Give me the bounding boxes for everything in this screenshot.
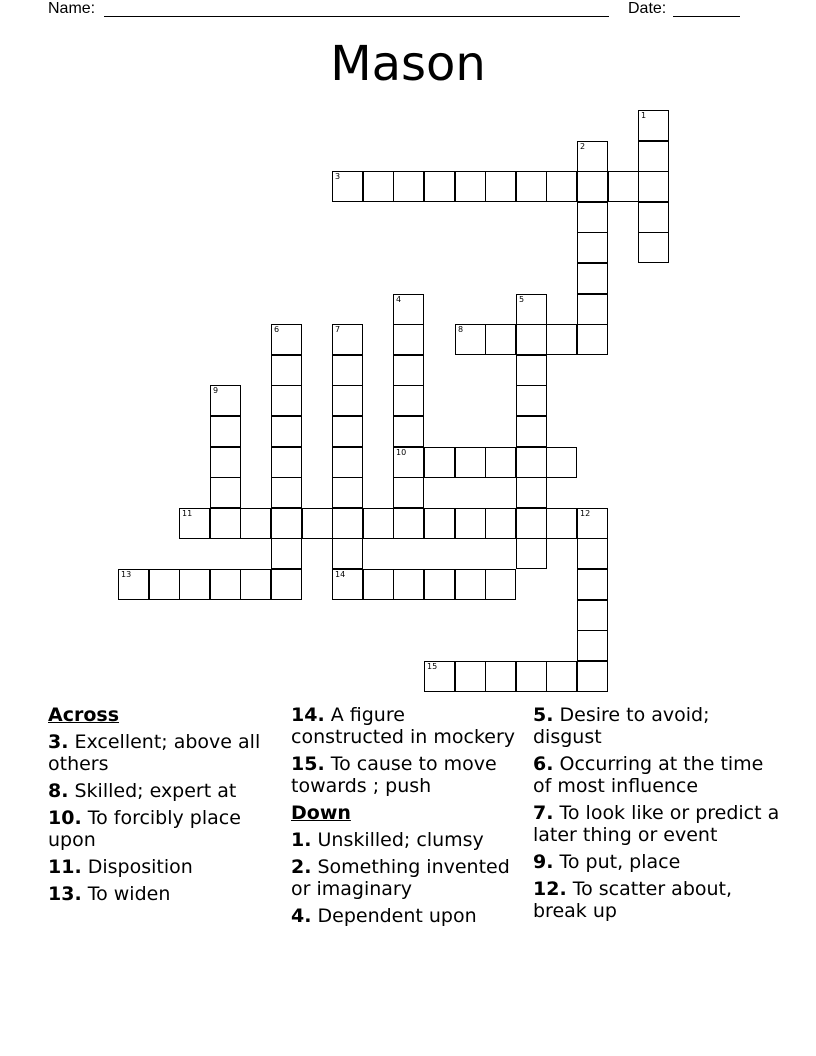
- clue-number-label: 8: [458, 325, 464, 334]
- grid-cell[interactable]: [210, 385, 241, 416]
- grid-cell[interactable]: [608, 171, 639, 202]
- grid-cell[interactable]: [210, 569, 241, 600]
- grid-cell[interactable]: [577, 324, 608, 355]
- clue-across-8: 8. Skilled; expert at: [48, 780, 237, 802]
- grid-cell[interactable]: [577, 294, 608, 325]
- grid-cell[interactable]: [485, 661, 516, 692]
- grid-cell[interactable]: [577, 232, 608, 263]
- grid-cell[interactable]: [271, 569, 302, 600]
- grid-cell[interactable]: [638, 171, 669, 202]
- grid-cell[interactable]: [332, 416, 363, 447]
- grid-cell[interactable]: [455, 661, 486, 692]
- down-heading: Down: [291, 802, 351, 824]
- grid-cell[interactable]: [455, 447, 486, 478]
- grid-cell[interactable]: [271, 324, 302, 355]
- grid-cell[interactable]: [393, 324, 424, 355]
- grid-cell[interactable]: [332, 355, 363, 386]
- grid-cell[interactable]: [485, 569, 516, 600]
- grid-cell[interactable]: [393, 477, 424, 508]
- clue-number-label: 10: [396, 448, 407, 457]
- grid-cell[interactable]: [577, 569, 608, 600]
- grid-cell[interactable]: [516, 447, 547, 478]
- grid-cell[interactable]: [546, 447, 577, 478]
- grid-cell[interactable]: [271, 447, 302, 478]
- grid-cell[interactable]: [210, 447, 241, 478]
- grid-cell[interactable]: [516, 538, 547, 569]
- grid-cell[interactable]: [332, 324, 363, 355]
- grid-cell[interactable]: [638, 202, 669, 233]
- grid-cell[interactable]: [240, 508, 271, 539]
- grid-cell[interactable]: [546, 324, 577, 355]
- grid-cell[interactable]: [577, 263, 608, 294]
- clue-across-3: 3. Excellent; above all others: [48, 731, 261, 775]
- clue-number-label: 12: [580, 509, 591, 518]
- grid-cell[interactable]: [516, 508, 547, 539]
- clue-across-15: 15. To cause to move towards ; push: [291, 753, 497, 797]
- grid-cell[interactable]: [332, 171, 363, 202]
- grid-cell[interactable]: [516, 355, 547, 386]
- grid-cell[interactable]: [302, 508, 333, 539]
- grid-cell[interactable]: [516, 477, 547, 508]
- grid-cell[interactable]: [424, 661, 455, 692]
- clue-down-1: 1. Unskilled; clumsy: [291, 829, 484, 851]
- grid-cell[interactable]: [638, 110, 669, 141]
- grid-cell[interactable]: [118, 569, 149, 600]
- grid-cell[interactable]: [332, 385, 363, 416]
- clue-number-label: 4: [396, 295, 402, 304]
- clues-column-3: [533, 704, 783, 927]
- grid-cell[interactable]: [516, 385, 547, 416]
- clue-down-9: 9. To put, place: [533, 851, 681, 873]
- grid-cell[interactable]: [546, 661, 577, 692]
- grid-cell[interactable]: [363, 569, 394, 600]
- grid-cell[interactable]: [516, 416, 547, 447]
- grid-cell[interactable]: [424, 171, 455, 202]
- clue-down-5: 5. Desire to avoid; disgust: [533, 704, 710, 748]
- grid-cell[interactable]: [179, 569, 210, 600]
- grid-cell[interactable]: [363, 508, 394, 539]
- clue-down-2: 2. Something invented or imaginary: [291, 856, 510, 900]
- clue-number-label: 11: [182, 509, 193, 518]
- grid-cell[interactable]: [516, 324, 547, 355]
- grid-cell[interactable]: [424, 447, 455, 478]
- grid-cell[interactable]: [332, 569, 363, 600]
- date-label: Date:: [628, 0, 667, 17]
- clue-across-14: 14. A figure constructed in mockery: [291, 704, 516, 748]
- grid-cell[interactable]: [271, 416, 302, 447]
- grid-cell[interactable]: [393, 171, 424, 202]
- grid-cell[interactable]: [240, 569, 271, 600]
- grid-cell[interactable]: [577, 538, 608, 569]
- grid-cell[interactable]: [210, 477, 241, 508]
- clue-down-12: 12. To scatter about, break up: [533, 878, 733, 922]
- grid-cell[interactable]: [393, 508, 424, 539]
- clues-column-2: [291, 704, 523, 932]
- grid-cell[interactable]: [577, 661, 608, 692]
- grid-cell[interactable]: [577, 600, 608, 631]
- clue-down-4: 4. Dependent upon: [291, 905, 477, 927]
- grid-cell[interactable]: [455, 171, 486, 202]
- grid-cell[interactable]: [485, 447, 516, 478]
- clue-number-label: 14: [335, 570, 346, 579]
- clue-number-label: 3: [335, 172, 341, 181]
- page-title: Mason: [330, 36, 486, 92]
- clue-number-label: 1: [641, 111, 647, 120]
- grid-cell[interactable]: [577, 202, 608, 233]
- grid-cell[interactable]: [485, 171, 516, 202]
- grid-cell[interactable]: [149, 569, 180, 600]
- clue-number-label: 5: [519, 295, 525, 304]
- grid-cell[interactable]: [332, 477, 363, 508]
- name-label: Name:: [48, 0, 96, 17]
- grid-cell[interactable]: [638, 232, 669, 263]
- grid-cell[interactable]: [485, 508, 516, 539]
- clue-number-label: 6: [274, 325, 280, 334]
- grid-cell[interactable]: [332, 447, 363, 478]
- grid-cell[interactable]: [546, 171, 577, 202]
- grid-cell[interactable]: [393, 569, 424, 600]
- clue-number-label: 9: [213, 386, 219, 395]
- grid-cell[interactable]: [363, 171, 394, 202]
- grid-cell[interactable]: [577, 508, 608, 539]
- grid-cell[interactable]: [393, 294, 424, 325]
- grid-cell[interactable]: [210, 508, 241, 539]
- grid-cell[interactable]: [546, 508, 577, 539]
- grid-cell[interactable]: [332, 508, 363, 539]
- grid-cell[interactable]: [393, 447, 424, 478]
- grid-cell[interactable]: [577, 141, 608, 172]
- grid-cell[interactable]: [485, 324, 516, 355]
- clue-down-7: 7. To look like or predict a later thing or event: [533, 802, 780, 846]
- grid-cell[interactable]: [455, 324, 486, 355]
- grid-cell[interactable]: [424, 569, 455, 600]
- grid-cell[interactable]: [393, 355, 424, 386]
- grid-cell[interactable]: [516, 661, 547, 692]
- clue-number-label: 2: [580, 142, 586, 151]
- grid-cell[interactable]: [271, 508, 302, 539]
- clue-number-label: 13: [121, 570, 132, 579]
- grid-cell[interactable]: [393, 385, 424, 416]
- clue-across-11: 11. Disposition: [48, 856, 193, 878]
- grid-cell[interactable]: [271, 385, 302, 416]
- grid-cell[interactable]: [271, 538, 302, 569]
- grid-cell[interactable]: [455, 569, 486, 600]
- across-heading: Across: [48, 704, 120, 726]
- grid-cell[interactable]: [516, 171, 547, 202]
- clue-number-label: 7: [335, 325, 341, 334]
- grid-cell[interactable]: [393, 416, 424, 447]
- grid-cell[interactable]: [179, 508, 210, 539]
- grid-cell[interactable]: [577, 171, 608, 202]
- grid-cell[interactable]: [516, 294, 547, 325]
- clue-number-label: 15: [427, 662, 438, 671]
- grid-cell[interactable]: [332, 538, 363, 569]
- grid-cell[interactable]: [271, 477, 302, 508]
- grid-cell[interactable]: [638, 141, 669, 172]
- grid-cell[interactable]: [210, 416, 241, 447]
- grid-cell[interactable]: [271, 355, 302, 386]
- clue-across-10: 10. To forcibly place upon: [48, 807, 241, 851]
- grid-cell[interactable]: [424, 508, 455, 539]
- grid-cell[interactable]: [455, 508, 486, 539]
- grid-cell[interactable]: [577, 630, 608, 661]
- clue-across-13: 13. To widen: [48, 883, 171, 905]
- clue-down-6: 6. Occurring at the time of most influence: [533, 753, 764, 797]
- clues-column-1: [48, 704, 278, 910]
